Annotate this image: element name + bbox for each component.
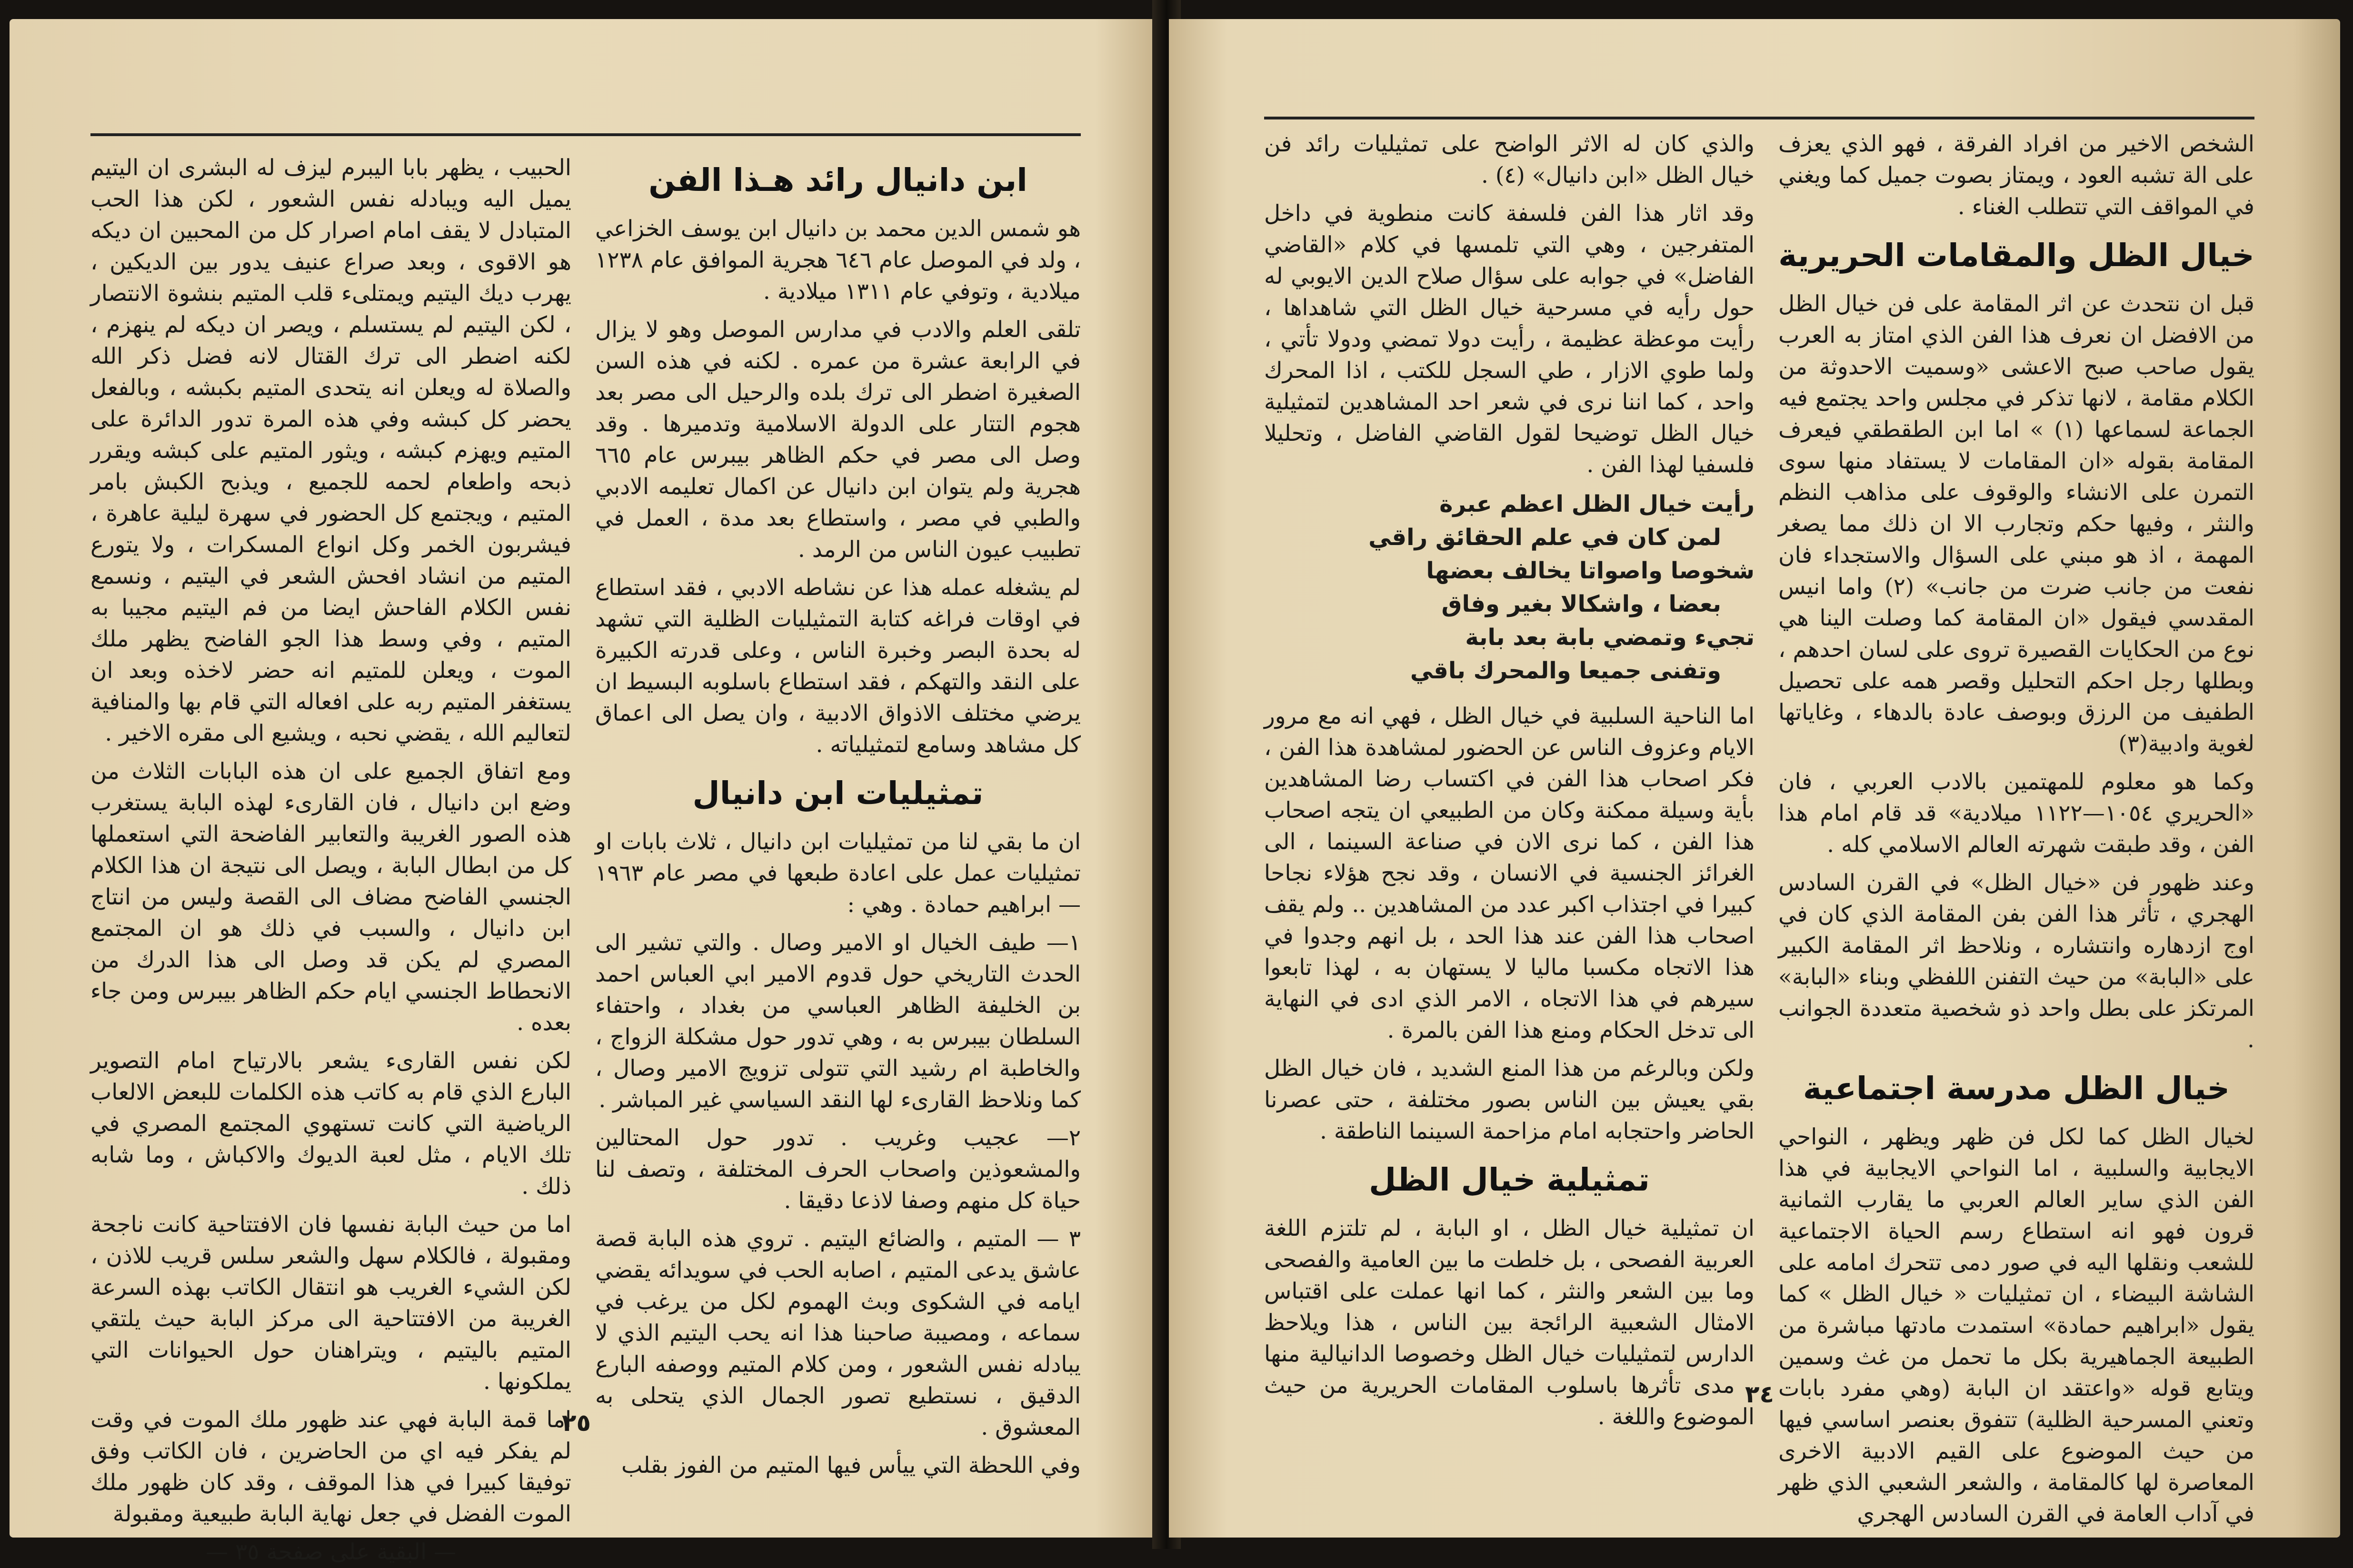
paragraph: لخيال الظل كما لكل فن ظهر ويظهر ، النواحي الايجابية والسلبية ، اما النواحي الايجابية في هذا الفن الذي ساير العالم العربي ما يقارب الثمانية قرون فهو انه استطاع رسم الحياة الاجتماعية للشعب ونقلها اليه في صور دمى تتحرك امامه على الشاشة البيضاء ، ان تمثيليات « خيال الظل » كما يقول «ابراهيم حمادة» استمدت مادتها مباشرة من الطبيعة الجماهيرية بكل ما تحمل من غث وسمين ويتابع قوله «واعتقد ان البابة (وهي مفرد بابات وتعني المسرحية الظلية) تتفوق بعنصر اساسي فيها من حيث الموضوع على القيم الادبية الاخرى المعاصرة لها كالمقامة ، والشعر الشعبي الذي ظهر في آداب العامة في القرن السادس الهجري	[1778, 1124, 2254, 1527]
paragraph: وكما هو معلوم للمهتمين بالادب العربي ، فان «الحريري ١٠٥٤—١١٢٢ ميلادية» قد قام امام هذا الفن ، وقد طبقت شهرته العالم الاسلامي كله .	[1778, 769, 2254, 858]
heading-shadow-play: تمثيلية خيال الظل	[1369, 1161, 1650, 1198]
paragraph: وقد اثار هذا الفن فلسفة كانت منطوية في داخل المتفرجين ، وهي التي تلمسها في كلام «القاضي الفاضل» في جوابه على سؤال صلاح الدين الايوبي له حول رأيه في مسرحية خيال الظل التي شاهداها ، رأيت موعظة عظيمة ، رأيت دولا تمضي ودولا تأتي ، ولما طوي الازار ، طي السجل للكتب ، اذا المحرك واحد ، كما اننا نرى في شعر احد المشاهدين لتمثيلية خيال الظل توضيحا لقول القاضي الفاضل ، وتحليلا فلسفيا لهذا الفن .	[1264, 200, 1755, 478]
poem-line: وتفنى جميعا والمحرك باقي	[1410, 657, 1721, 684]
paragraph: ١— طيف الخيال او الامير وصال . والتي تشير الى الحدث التاريخي حول قدوم الامير ابي العباس احمد بن الخليفة الظاهر العباسي من بغداد ، واحتفاء السلطان بيبرس به ، وهي تدور حول مشكلة الزواج ، والخاطبة ام رشيد التي تتولى تزويج الامير وصال ، كما ونلاحظ القارىء لها النقد السياسي غير المباشر .	[595, 930, 1081, 1113]
paragraph: لكن نفس القارىء يشعر بالارتياح امام التصوير البارع الذي قام به كاتب هذه الكلمات للبعض الالعاب الرياضية التي كانت تستهوي المجتمع المصري في تلك الايام ، مثل لعبة الديوك والاكباش ، وما شابه ذلك .	[90, 1048, 571, 1200]
paragraph: وعند ظهور فن «خيال الظل» في القرن السادس الهجري ، تأثر هذا الفن بفن المقامة الذي كان في اوج ازدهاره وانتشاره ، ونلاحظ اثر المقامة الكبير على «البابة» من حيث التفنن اللفظي وبناء «البابة» المرتكز على بطل واحد ذو شخصية متعددة الجوانب .	[1778, 870, 2254, 1053]
column-left	[90, 152, 572, 1565]
poem-line: تجيء وتمضي بابة بعد بابة	[1465, 624, 1755, 651]
heading-social-school: خيال الظل مدرسة اجتماعية	[1803, 1070, 2230, 1107]
paragraph: ان تمثيلية خيال الظل ، او البابة ، لم تلتزم اللغة العربية الفصحى ، بل خلطت ما بين العامية والفصحى وما بين الشعر والنثر ، كما انها عملت على اقتباس الامثال الشعبية الرائجة بين الناس ، هذا ويلاحظ الدارس لتمثيليات خيال الظل وخصوصا الدانيالية منها ، مدى تأثرها باسلوب المقامات الحريرية من حيث الموضوع واللغة .	[1264, 1215, 1755, 1430]
page-25	[10, 19, 1152, 1565]
poem-line: رأيت خيال الظل اعظم عبرة	[1439, 491, 1755, 517]
poem-line: شخوصا واصواتا يخالف بعضها	[1426, 557, 1755, 584]
paragraph: لم يشغله عمله هذا عن نشاطه الادبي ، فقد استطاع في اوقات فراغه كتابة التمثيليات الظلية التي تشهد له بحدة البصر وخبرة الناس ، وعلى قدرته الكبيرة على النقد والتهكم ، فقد استطاع باسلوبه البسيط ان يرضي مختلف الاذواق الادبية ، وان يصل الى اعماق كل مشاهد وسامع لتمثيلياته .	[595, 575, 1081, 758]
paragraph: ٢— عجيب وغريب . تدور حول المحتالين والمشعوذين واصحاب الحرف المختلفة ، وتصف لنا حياة كل منهم وصفا لاذعا دقيقا .	[595, 1125, 1081, 1214]
paragraph: الشخص الاخير من افراد الفرقة ، فهو الذي يعزف على الة تشبه العود ، ويمتاز بصوت جميل كما ويغني في المواقف التي تتطلب الغناء .	[1778, 131, 2254, 220]
paragraph: ومع اتفاق الجميع على ان هذه البابات الثلاث من وضع ابن دانيال ، فان القارىء لهذه البابة يستغرب هذه الصور الغريبة والتعابير الفاضحة التي استعملها كل من ابطال البابة ، ويصل الى نتيجة ان هذا الكلام الجنسي الفاضح مضاف الى القصة وليس من انتاج ابن دانيال ، والسبب في ذلك هو ان المجتمع المصري لم يكن قد وصل الى هذا الدرك من الانحطاط الجنسي ايام حكم الظاهر بيبرس ومن جاء بعده .	[90, 758, 571, 1036]
heading-maqamat: خيال الظل والمقامات الحريرية	[1778, 237, 2254, 274]
page-number: ٢٥	[562, 1409, 591, 1437]
paragraph: وفي اللحظة التي ييأس فيها المتيم من الفوز بقلب	[621, 1452, 1081, 1479]
paragraph: تلقى العلم والادب في مدارس الموصل وهو لا يزال في الرابعة عشرة من عمره . لكنه في هذه السن الصغيرة اضطر الى ترك بلده والرحيل الى مصر بعد هجوم التتار على الدولة الاسلامية وتدميرها . وقد وصل الى مصر في حكم الظاهر بيبرس عام ٦٦٥ هجرية ولم يتوان ابن دانيال عن اكمال تعليمه الادبي والطبي في مصر ، واستطاع بعد مدة ، العمل في تطبيب عيون الناس من الرمد .	[595, 317, 1081, 563]
paragraph: ان ما بقي لنا من تمثيليات ابن دانيال ، ثلاث بابات او تمثيليات عمل على اعادة طبعها في مصر عام ١٩٦٣ — ابراهيم حمادة . وهي :	[595, 829, 1081, 918]
paragraph: قبل ان نتحدث عن اثر المقامة على فن خيال الظل من الافضل ان نعرف هذا الفن الذي امتاز به العرب يقول صاحب صبح الاعشى «وسميت الاحدوثة من الكلام مقامة ، لانها تذكر في مجلس واحد يجتمع فيه الجماعة لسماعها (١) » اما ابن الطقطقي فيعرف المقامة بقوله «ان المقامات لا يستفاد منها سوى التمرن على الانشاء والوقوف على مذاهب النظم والنثر ، وفيها حكم وتجارب الا ان ذلك مما يصغر المهمة ، اذ هو مبني على السؤال والاستجداء فان نفعت من جانب ضرت من جانب» (٢) واما انيس المقدسي فيقول «ان المقامة كما وصلت الينا هي نوع من الحكايات القصيرة تروى على لسان احدهم ، وبطلها رجل احكم التحليل وقصر همه على تحصيل الطفيف من الرزق وبوصف عادة بالدهاء ، وغاياتها لغوية وادبية(٣)	[1778, 291, 2254, 757]
top-rule	[1264, 117, 2254, 119]
poem	[1264, 487, 1755, 687]
column-left	[1264, 129, 1755, 1430]
column-right	[1778, 129, 2254, 1527]
paragraph: ولكن وبالرغم من هذا المنع الشديد ، فان خيال الظل بقي يعيش بين الناس بصور مختلفة ، حتى عصرنا الحاضر واحتجابه امام مزاحمة السينما الناطقة .	[1264, 1055, 1755, 1144]
heading-plays: تمثيليات ابن دانيال	[692, 775, 984, 812]
paragraph: ٣ — المتيم ، والضائع اليتيم . تروي هذه البابة قصة عاشق يدعى المتيم ، اصابه الحب في سويدائه يقضي ايامه في الشكوى وبث الهموم لكل من يرغب في سماعه ، ومصيبة صاحبنا هذا انه يحب اليتيم الذي لا يبادله نفس الشعور ، ومن كلام المتيم ووصفه البارع الدقيق ، نستطيع تصور الجمال الذي يتحلى به المعشوق .	[595, 1226, 1081, 1440]
paragraph: اما الناحية السلبية في خيال الظل ، فهي انه مع مرور الايام وعزوف الناس عن الحضور لمشاهدة هذا الفن ، فكر اصحاب هذا الفن في اكتساب رضا المشاهدين بأية وسيلة ممكنة وكان من الطبيعي ان يتجه اصحاب هذا الفن ، كما نرى الان في صناعة السينما ، الى الغرائز الجنسية في الانسان ، وقد نجح هؤلاء نجاحا كبيرا في اجتذاب اكبر عدد من المشاهدين .. ولم يقف اصحاب هذا الفن عند هذا الحد ، بل انهم وجدوا في هذا الاتجاه مكسبا ماليا لا يستهان به ، لهذا تابعوا سيرهم في هذا الاتجاه ، الامر الذي ادى في النهاية الى تدخل الحكام ومنع هذا الفن بالمرة .	[1264, 703, 1755, 1043]
paragraph: والذي كان له الاثر الواضح على تمثيليات رائد فن خيال الظل «ابن دانيال» (٤) .	[1264, 131, 1755, 189]
heading-ibn-daniyal: ابن دانيال رائد هـذا الفن	[648, 162, 1027, 198]
paragraph: الحبيب ، يظهر بابا اليبرم ليزف له البشرى ان اليتيم يميل اليه ويبادله نفس الشعور ، لكن هذا الحب المتبادل لا يقف امام اصرار كل من المحبين ان ديكه هو الاقوى ، وبعد صراع عنيف يدور بين الديكين ، يهرب ديك اليتيم ويمتلىء قلب المتيم بنشوة الانتصار ، لكن اليتيم لم يستسلم ، ويصر ان ديكه لم ينهزم ، لكنه اضطر الى ترك القتال لانه فضل ذكر الله والصلاة له ويعلن انه يتحدى المتيم بكبشه ، وبالفعل يحضر كل كبشه وفي هذه المرة تدور الدائرة على المتيم ويهزم كبشه ، ويثور المتيم على كبشه ويقرر ذبحه واطعام لحمه للجميع ، ويذبح الكبش بامر المتيم ، ويجتمع كل الحضور في سهرة ليلية عاهرة ، فيشربون الخمر وكل انواع المسكرات ، ولا يتورع المتيم من انشاد افحش الشعر في اليتيم ، ونسمع نفس الكلام الفاحش ايضا من فم اليتيم مجيبا به المتيم ، وفي وسط هذا الجو الفاضح يظهر ملك الموت ، ويعلن للمتيم انه حضر لاخذه وبعد ان يستغفر المتيم ربه على افعاله التي قام بها والمنافية لتعاليم الله ، يقضي نحبه ، ويشيع الى مقره الاخير .	[90, 155, 572, 746]
paragraph: اما من حيث البابة نفسها فان الافتتاحية كانت ناجحة ومقبولة ، فالكلام سهل والشعر سلس قريب للاذن ، لكن الشيء الغريب هو انتقال الكاتب بهذه السرعة الغريبة من الافتتاحية الى مركز البابة حيث يلتقي المتيم باليتيم ، ويتراهنان حول الحيوانات التي يملكونها .	[90, 1211, 571, 1395]
paragraph: هو شمس الدين محمد بن دانيال ابن يوسف الخزاعي ، ولد في الموصل عام ٦٤٦ هجرية الموافق عام ١٢٣٨ ميلادية ، وتوفي عام ١٣١١ ميلادية .	[595, 216, 1081, 305]
top-rule	[90, 133, 1081, 136]
page-24	[1169, 19, 2340, 1538]
poem-line: بعضا ، واشكالا بغير وفاق	[1441, 591, 1721, 617]
column-right	[595, 148, 1081, 1479]
continued-note: — البقية على صفحة ٣٥ —	[206, 1539, 456, 1565]
page-number: ٢٤	[1745, 1380, 1775, 1408]
paragraph: اما قمة البابة فهي عند ظهور ملك الموت في وقت لم يفكر فيه اي من الحاضرين ، فان الكاتب وفق توفيقا كبيرا في هذا الموقف ، وقد كان ظهور ملك الموت الفضل في جعل نهاية البابة طبيعية ومقبولة	[90, 1407, 571, 1527]
poem-line: لمن كان في علم الحقائق راقي	[1368, 524, 1721, 551]
